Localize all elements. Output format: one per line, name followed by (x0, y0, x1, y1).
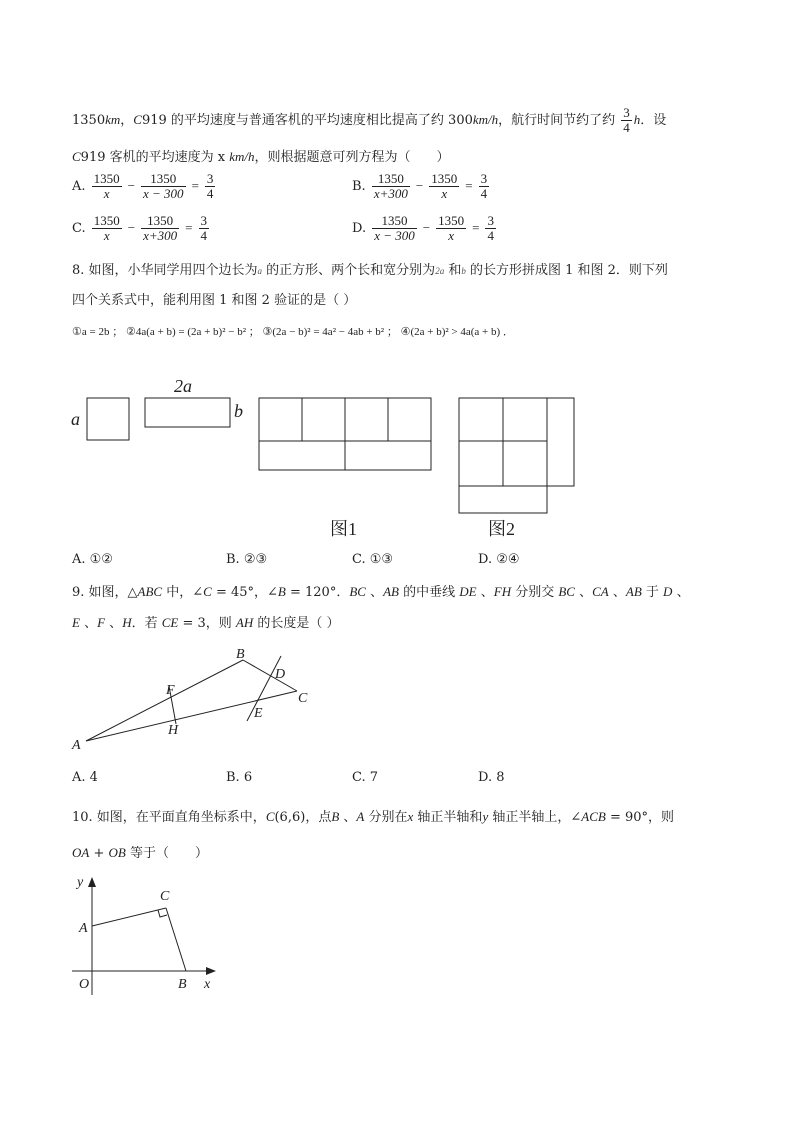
q10-figure (60, 865, 230, 1000)
q9-side-ac (86, 691, 297, 741)
q7-c919-c: C (133, 112, 142, 127)
q9-option-b[interactable]: B. 6 (226, 770, 253, 785)
q9-option-a[interactable]: A. 4 (72, 770, 98, 785)
q9-figure (60, 640, 330, 755)
q8-option-b[interactable]: B. ②③ (226, 552, 268, 567)
q10-y-arrow (88, 877, 96, 887)
q9-label-b: B (236, 647, 245, 662)
q8-relation-3: ③(2a − b)² = 4a² − 4ab + b² (262, 326, 385, 338)
q8-caption-1: 图1 (330, 519, 357, 539)
q10-label-x: x (204, 977, 211, 992)
q8-option-c[interactable]: C. ①③ (352, 552, 394, 567)
q9-side-bc (243, 660, 297, 691)
q7-text-let: ．设 (640, 113, 667, 128)
q8-stem-line2: 四个关系式中，能利用图 1 和图 2 验证的是（ ） (72, 293, 357, 308)
q9-label-f: F (166, 683, 175, 698)
q10-right-angle-mark (158, 910, 167, 917)
q9-label-c: C (298, 691, 308, 706)
q7-stem-line1 (72, 106, 666, 135)
q10-point-c-coord: (6,6) (274, 810, 306, 825)
q10-x-arrow (206, 967, 216, 975)
q9-label-e: E (254, 706, 263, 721)
q8-relation-4: ④(2a + b)² > 4a(a + b) (400, 326, 501, 338)
q9-label-a: A (72, 738, 81, 753)
q7-unit-kmh: km/h (472, 112, 499, 127)
q9-label-h: H (168, 723, 179, 738)
q10-label-o: O (79, 977, 90, 992)
q8-rect-2a-b (145, 398, 230, 427)
q8-label-b: b (234, 401, 243, 421)
q7-question: ，则根据题意可列方程为（ ） (254, 150, 450, 165)
q10-segment-ac (92, 908, 166, 926)
q7-c919-num: 919 (141, 113, 167, 128)
q7-speed-var: 919 客机的平均速度为 x (80, 150, 230, 165)
q10-stem-line1: 10. 如图，在平面直角坐标系中，C(6,6)，点B 、A 分别在x 轴正半轴和y 轴正半轴上，∠ACB = 90°，则 (72, 809, 675, 825)
q7-text-time: ，航行时间节约了约 (498, 113, 616, 128)
q7-comma: ， (120, 113, 134, 128)
q8-label-a: a (71, 409, 80, 429)
q9-option-d[interactable]: D. 8 (478, 770, 505, 785)
q7-option-a[interactable]: A. $\frac{1350}{x}$ − $\frac{1350}{x - 300}$ = $\frac{3}{4}$ (72, 171, 214, 201)
q9-label-d: D (275, 667, 286, 682)
q8-option-a[interactable]: A. ①② (72, 552, 113, 567)
q8-square-a (87, 398, 129, 440)
q8-label-2a: 2a (174, 376, 192, 396)
q7-option-d[interactable]: D. $\frac{1350}{x - 300}$ − $\frac{1350}{x}$ = $\frac{3}{4}$ (352, 213, 494, 243)
q7-distance: 1350 (72, 113, 106, 128)
q10-label-a: A (79, 921, 88, 936)
q8-figure1 (259, 398, 431, 470)
q7-text-speed: 的平均速度与普通客机的平均速度相比提高了约 300 (166, 113, 473, 128)
q9-option-c[interactable]: C. 7 (352, 770, 379, 785)
q8-figure (60, 375, 600, 545)
q8-stem-line1: 8. 如图，小华同学用四个边长为a 的正方形、两个长和宽分别为2a 和b 的长方形拼成图 1 和图 2．则下列 (72, 263, 668, 278)
q8-option-d[interactable]: D. ②④ (478, 552, 520, 567)
q7-time-fraction: $\frac{3}{4}$ (623, 105, 630, 135)
q10-label-c: C (160, 889, 170, 904)
q7-unit-h: h (633, 112, 641, 127)
q10-stem-line2: OA + OB 等于（ ） (72, 845, 208, 861)
q8-figure2 (459, 398, 574, 513)
q7-stem-line2: C919 客机的平均速度为 x km/h，则根据题意可列方程为（ ） (72, 149, 450, 165)
q7-option-b[interactable]: B. $\frac{1350}{x+300}$ − $\frac{1350}{x}$ = $\frac{3}{4}$ (352, 171, 488, 201)
q9-side-ab (86, 660, 243, 741)
q8-relations: ①a = 2b ； ②4a(a + b) = (2a + b)² − b² ； ③(2a − b)² = 4a² − 4ab + b² ； ④(2a + b)² > 4a(a + b) ． (72, 326, 514, 338)
q10-label-b: B (178, 977, 187, 992)
q7-unit-km: km (105, 112, 121, 127)
q7-option-c[interactable]: C. $\frac{1350}{x}$ − $\frac{1350}{x+300}$ = $\frac{3}{4}$ (72, 213, 207, 243)
q10-label-y: y (77, 875, 84, 890)
q10-segment-cb (166, 908, 186, 971)
q9-stem-line2: E 、F 、H．若 CE = 3，则 AH 的长度是（ ） (72, 615, 340, 631)
q8-relation-1: ①a = 2b (72, 326, 110, 338)
q8-caption-2: 图2 (488, 519, 515, 539)
q9-stem-line1: 9. 如图，△ABC 中，∠C = 45°，∠B = 120°．BC 、AB 的中垂线 DE 、FH 分别交 BC 、CA 、AB 于 D 、 (72, 584, 690, 600)
q8-relation-2: ②4a(a + b) = (2a + b)² − b² (125, 326, 247, 338)
